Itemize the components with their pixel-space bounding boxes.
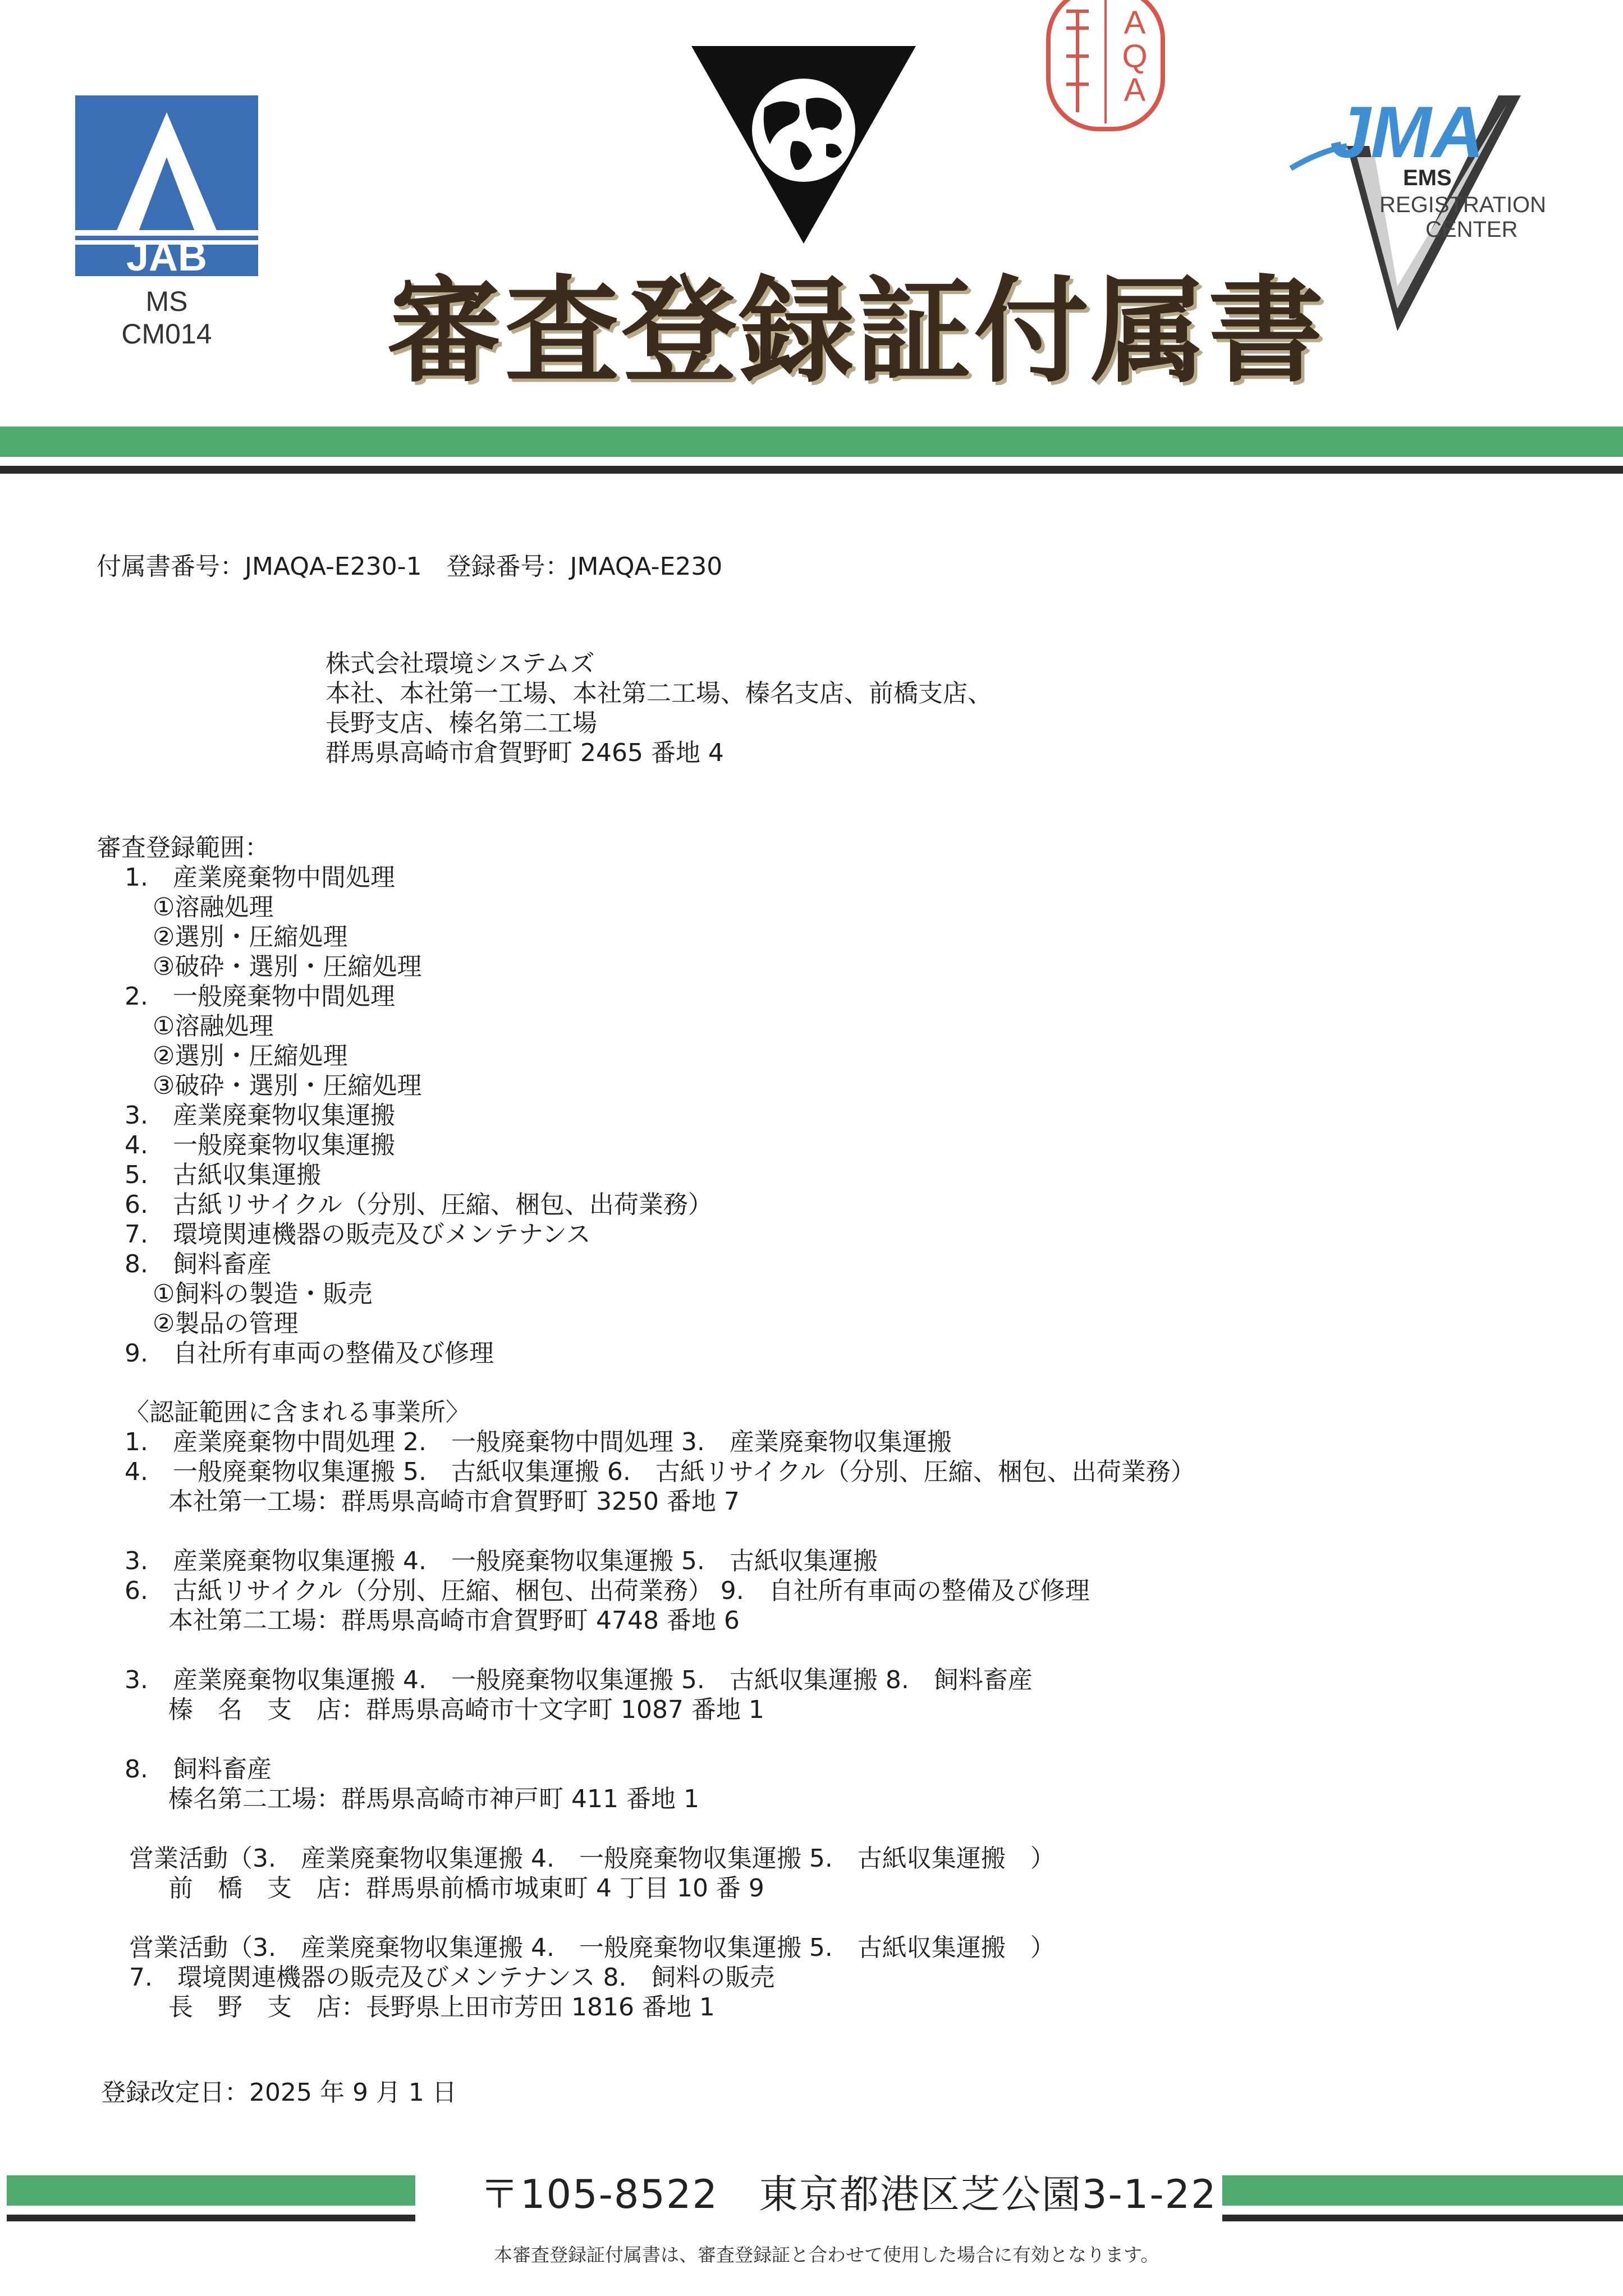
scope-subitem: ②選別・圧縮処理 [153,923,348,951]
scope-heading: 審査登録範囲： [97,833,269,862]
scope-subitem: ②製品の管理 [153,1309,299,1338]
site-address-line: 榛名第二工場：群馬県高崎市神戸町 411 番地 1 [168,1785,699,1813]
globe-triangle-emblem [691,46,916,244]
site-scope-line: 3. 産業廃棄物収集運搬 4. 一般廃棄物収集運搬 5. 古紙収集運搬 [125,1547,878,1575]
seal-letter-q: Q [1122,38,1148,75]
site-scope-line: 8. 飼料畜産 [125,1755,272,1784]
jab-logo-text: JAB [126,235,208,276]
site-address-line: 本社第二工場：群馬県高崎市倉賀野町 4748 番地 6 [168,1606,740,1635]
scope-item: 6. 古紙リサイクル（分別、圧縮、梱包、出荷業務） [125,1190,713,1219]
footer-stripe-dark-left [7,2215,415,2221]
scope-subitem: ②選別・圧縮処理 [153,1042,348,1070]
scope-subitem: ③破砕・選別・圧縮処理 [153,1071,422,1100]
footer-address: 〒105-8522 東京都港区芝公園3-1-22 [480,2171,1217,2217]
scope-subitem: ③破砕・選別・圧縮処理 [153,952,422,981]
header-stripe-dark [0,466,1623,474]
company-address: 群馬県高崎市倉賀野町 2465 番地 4 [325,739,724,767]
jma-line1: EMS [1403,166,1452,190]
site-scope-line: 7. 環境関連機器の販売及びメンテナンス 8. 飼料の販売 [129,1963,775,1992]
sites-heading: 〈認証範囲に含まれる事業所〉 [125,1398,470,1427]
footer-stripe-dark-right [1222,2215,1623,2221]
company-sites-line2: 長野支店、榛名第二工場 [325,709,597,737]
header-stripe-green [0,427,1623,457]
jma-logo-text: JMA [1330,91,1484,173]
scope-item: 1. 産業廃棄物中間処理 [125,863,395,892]
site-address-line: 長 野 支 店：長野県上田市芳田 1816 番地 1 [168,1993,715,2022]
footer-stripe-green-left [7,2175,415,2206]
revision-date: 登録改定日：2025 年 9 月 1 日 [101,2078,457,2107]
scope-subitem: ①飼料の製造・販売 [153,1280,373,1308]
document-title: 審査登録証付属書 [387,264,1326,398]
site-scope-line: 営業活動（3. 産業廃棄物収集運搬 4. 一般廃棄物収集運搬 5. 古紙収集運搬 ） [129,1933,1055,1962]
scope-item: 3. 産業廃棄物収集運搬 [125,1101,395,1130]
site-address-line: 本社第一工場：群馬県高崎市倉賀野町 3250 番地 7 [168,1487,740,1516]
footer-note: 本審査登録証付属書は、審査登録証と合わせて使用した場合に有効となります。 [494,2244,1159,2266]
site-scope-line: 3. 産業廃棄物収集運搬 4. 一般廃棄物収集運搬 5. 古紙収集運搬 8. 飼料畜産 [125,1666,1033,1694]
site-address-line: 前 橋 支 店：群馬県前橋市城東町 4 丁目 10 番 9 [168,1874,764,1903]
seal-letter-a: A [1124,4,1146,41]
site-scope-line: 1. 産業廃棄物中間処理 2. 一般廃棄物中間処理 3. 産業廃棄物収集運搬 [125,1428,952,1456]
company-name: 株式会社環境システムズ [325,649,595,678]
jab-cert-line1: MS [145,286,188,317]
scope-item: 9. 自社所有車両の整備及び修理 [125,1339,494,1368]
scope-item: 4. 一般廃棄物収集運搬 [125,1131,395,1160]
jma-line3: CENTER [1425,217,1518,242]
site-address-line: 榛 名 支 店：群馬県高崎市十文字町 1087 番地 1 [168,1695,764,1724]
jab-certificate-code [75,285,258,350]
jab-logo [75,95,258,276]
site-scope-line: 6. 古紙リサイクル（分別、圧縮、梱包、出荷業務） 9. 自社所有車両の整備及び修理 [125,1577,1090,1605]
scope-item: 5. 古紙収集運搬 [125,1161,321,1189]
scope-subitem: ①溶融処理 [153,1012,274,1041]
site-scope-line: 営業活動（3. 産業廃棄物収集運搬 4. 一般廃棄物収集運搬 5. 古紙収集運搬 ） [129,1844,1055,1873]
scope-subitem: ①溶融処理 [153,893,274,922]
aqa-red-seal [1044,0,1167,140]
jma-line2: REGISTRATION [1379,193,1547,217]
seal-letter-a2: A [1124,72,1146,108]
company-sites-line1: 本社、本社第一工場、本社第二工場、榛名支店、前橋支店、 [325,679,992,708]
scope-item: 7. 環境関連機器の販売及びメンテナンス [125,1220,591,1249]
site-scope-line: 4. 一般廃棄物収集運搬 5. 古紙収集運搬 6. 古紙リサイクル（分別、圧縮、梱包、出荷業務） [125,1458,1195,1486]
scope-item: 8. 飼料畜産 [125,1250,272,1278]
footer-stripe-green-right [1222,2175,1623,2206]
jab-cert-line2: CM014 [121,318,212,350]
jma-ems-registration-logo [1285,84,1577,359]
document-numbers: 付属書番号：JMAQA-E230-1 登録番号：JMAQA-E230 [97,552,723,581]
scope-item: 2. 一般廃棄物中間処理 [125,982,395,1011]
